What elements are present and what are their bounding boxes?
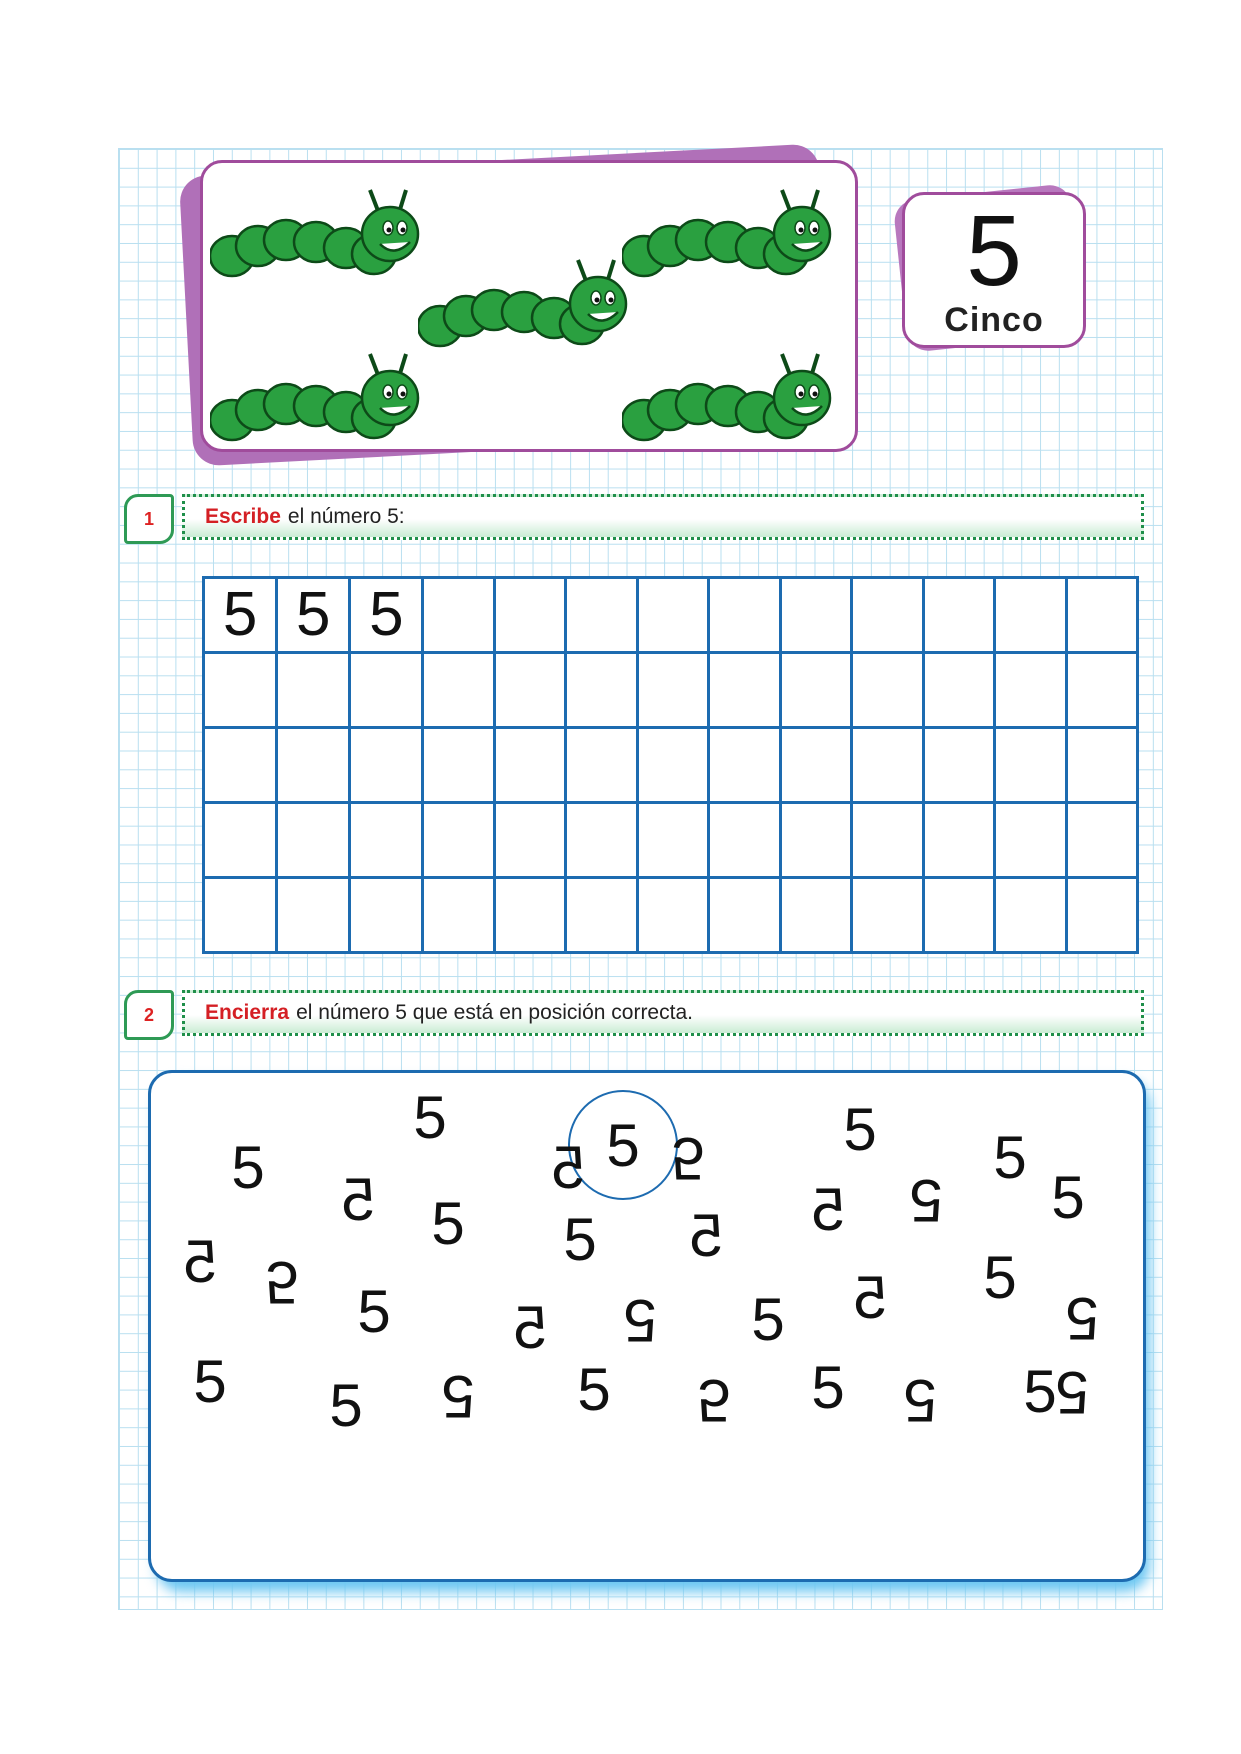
grid-cell[interactable]	[995, 578, 1066, 653]
caterpillar-icon	[210, 186, 425, 291]
grid-cell[interactable]	[923, 803, 994, 878]
grid-cell[interactable]	[566, 803, 637, 878]
exercise-1-verb: Escribe	[205, 505, 281, 528]
number-glyph-mirror[interactable]: 5	[853, 1264, 887, 1331]
exercise-2-text: el número 5 que está en posición correcta.	[296, 1001, 693, 1024]
grid-cell[interactable]	[995, 803, 1066, 878]
grid-cell[interactable]	[204, 653, 277, 728]
number-glyph-mirror[interactable]: 5	[513, 1294, 547, 1361]
grid-cell[interactable]	[1066, 653, 1138, 728]
caterpillar-icon	[418, 256, 633, 361]
number-glyph-normal[interactable]: 5	[843, 1096, 877, 1163]
number-word: Cinco	[944, 301, 1044, 339]
grid-cell[interactable]	[852, 803, 923, 878]
grid-cell[interactable]	[494, 803, 565, 878]
number-glyph-normal[interactable]: 5	[1051, 1164, 1085, 1231]
caterpillar-icon	[622, 350, 837, 455]
grid-cell[interactable]	[995, 653, 1066, 728]
grid-cell[interactable]	[566, 878, 637, 953]
grid-cell[interactable]	[637, 653, 708, 728]
grid-row	[204, 653, 1138, 728]
number-glyph-rot[interactable]: 5	[903, 1367, 937, 1434]
number-glyph-rot[interactable]: 5	[1055, 1359, 1089, 1426]
grid-row	[204, 728, 1138, 803]
grid-cell[interactable]	[852, 578, 923, 653]
writing-grid	[202, 576, 1139, 954]
grid-cell[interactable]	[637, 728, 708, 803]
exercise-1-badge	[124, 494, 174, 544]
number-glyph-rot[interactable]: 5	[441, 1363, 475, 1430]
grid-cell[interactable]	[423, 878, 494, 953]
exercise-1-number: 1	[143, 508, 154, 529]
grid-cell[interactable]	[637, 578, 708, 653]
grid-cell[interactable]	[350, 653, 423, 728]
circled-example-digit: 5	[606, 1111, 640, 1179]
exercise-2-number: 2	[143, 1004, 154, 1025]
grid-cell[interactable]	[709, 653, 780, 728]
grid-cell[interactable]	[350, 728, 423, 803]
grid-cell[interactable]	[1066, 878, 1138, 953]
number-glyph-normal[interactable]: 5	[1023, 1358, 1057, 1425]
grid-cell[interactable]	[709, 803, 780, 878]
number-glyph-mirror[interactable]: 5	[341, 1166, 375, 1233]
grid-cell[interactable]	[204, 803, 277, 878]
grid-cell[interactable]	[780, 878, 851, 953]
number-glyph-rot[interactable]: 5	[1065, 1285, 1099, 1352]
number-glyph-normal[interactable]: 5	[357, 1278, 391, 1345]
number-glyph-mirror[interactable]: 5	[811, 1176, 845, 1243]
grid-cell[interactable]	[277, 728, 350, 803]
exercise-2-instruction	[182, 990, 1144, 1036]
exercise-2-badge	[124, 990, 174, 1040]
grid-cell[interactable]	[204, 878, 277, 953]
exercise-1-instruction	[182, 494, 1144, 540]
grid-cell[interactable]: 5	[277, 578, 350, 653]
caterpillar-icon	[622, 186, 837, 291]
number-glyph-mirror[interactable]: 5	[183, 1228, 217, 1295]
grid-cell[interactable]	[423, 728, 494, 803]
grid-cell[interactable]	[566, 728, 637, 803]
number-card	[902, 192, 1086, 348]
grid-cell[interactable]	[494, 728, 565, 803]
grid-cell[interactable]	[923, 878, 994, 953]
grid-cell[interactable]	[566, 653, 637, 728]
number-glyph-normal[interactable]: 5	[563, 1206, 597, 1273]
grid-cell[interactable]	[566, 578, 637, 653]
grid-row	[204, 803, 1138, 878]
grid-cell[interactable]	[494, 878, 565, 953]
number-glyph-normal[interactable]: 5	[193, 1348, 227, 1415]
grid-cell[interactable]	[423, 578, 494, 653]
number-glyph-normal[interactable]: 5	[983, 1244, 1017, 1311]
grid-cell[interactable]	[852, 728, 923, 803]
grid-row	[204, 878, 1138, 953]
number-glyph-normal[interactable]: 5	[993, 1124, 1027, 1191]
grid-row	[204, 578, 1138, 653]
grid-cell[interactable]	[423, 653, 494, 728]
grid-cell[interactable]	[277, 653, 350, 728]
grid-cell[interactable]	[995, 728, 1066, 803]
grid-cell[interactable]	[423, 803, 494, 878]
grid-cell[interactable]	[277, 803, 350, 878]
grid-cell[interactable]	[494, 578, 565, 653]
grid-cell[interactable]	[923, 653, 994, 728]
number-glyph-normal[interactable]: 5	[329, 1372, 363, 1439]
number-glyph-normal[interactable]: 5	[413, 1084, 447, 1151]
grid-cell[interactable]	[350, 878, 423, 953]
number-glyph-normal[interactable]: 5	[811, 1354, 845, 1421]
exercise-2-verb: Encierra	[205, 1001, 290, 1024]
grid-cell[interactable]: 5	[350, 578, 423, 653]
number-glyph-rot[interactable]: 5	[623, 1287, 657, 1354]
number-glyph-flip[interactable]: 5	[697, 1367, 731, 1434]
grid-cell[interactable]	[780, 728, 851, 803]
caterpillar-icon	[210, 350, 425, 455]
exercise-1-text: el número 5:	[287, 505, 405, 528]
grid-cell[interactable]	[852, 653, 923, 728]
number-glyph-mirror[interactable]: 5	[551, 1134, 585, 1201]
grid-cell[interactable]: 5	[204, 578, 277, 653]
grid-cell[interactable]	[637, 803, 708, 878]
grid-cell[interactable]	[852, 878, 923, 953]
grid-cell[interactable]	[709, 878, 780, 953]
number-glyph-rot[interactable]: 5	[909, 1167, 943, 1234]
number-glyph-mirror[interactable]: 5	[689, 1202, 723, 1269]
grid-cell[interactable]	[923, 728, 994, 803]
grid-cell[interactable]	[923, 578, 994, 653]
number-glyph-flip[interactable]: 5	[671, 1125, 705, 1192]
grid-cell[interactable]	[709, 578, 780, 653]
grid-cell[interactable]	[277, 878, 350, 953]
number-glyph-normal[interactable]: 5	[751, 1286, 785, 1353]
number-digit: 5	[966, 195, 1022, 307]
grid-cell[interactable]	[995, 878, 1066, 953]
number-glyph-normal[interactable]: 5	[231, 1134, 265, 1201]
number-glyph-flip[interactable]: 5	[265, 1249, 299, 1316]
grid-cell[interactable]	[204, 728, 277, 803]
grid-cell[interactable]	[1066, 803, 1138, 878]
number-glyph-normal[interactable]: 5	[431, 1190, 465, 1257]
grid-cell[interactable]	[1066, 578, 1138, 653]
grid-cell[interactable]	[637, 878, 708, 953]
grid-cell[interactable]	[350, 803, 423, 878]
grid-cell[interactable]	[780, 653, 851, 728]
number-glyph-normal[interactable]: 5	[577, 1356, 611, 1423]
grid-cell[interactable]	[780, 578, 851, 653]
grid-cell[interactable]	[1066, 728, 1138, 803]
grid-cell[interactable]	[780, 803, 851, 878]
grid-cell[interactable]	[709, 728, 780, 803]
grid-cell[interactable]	[494, 653, 565, 728]
